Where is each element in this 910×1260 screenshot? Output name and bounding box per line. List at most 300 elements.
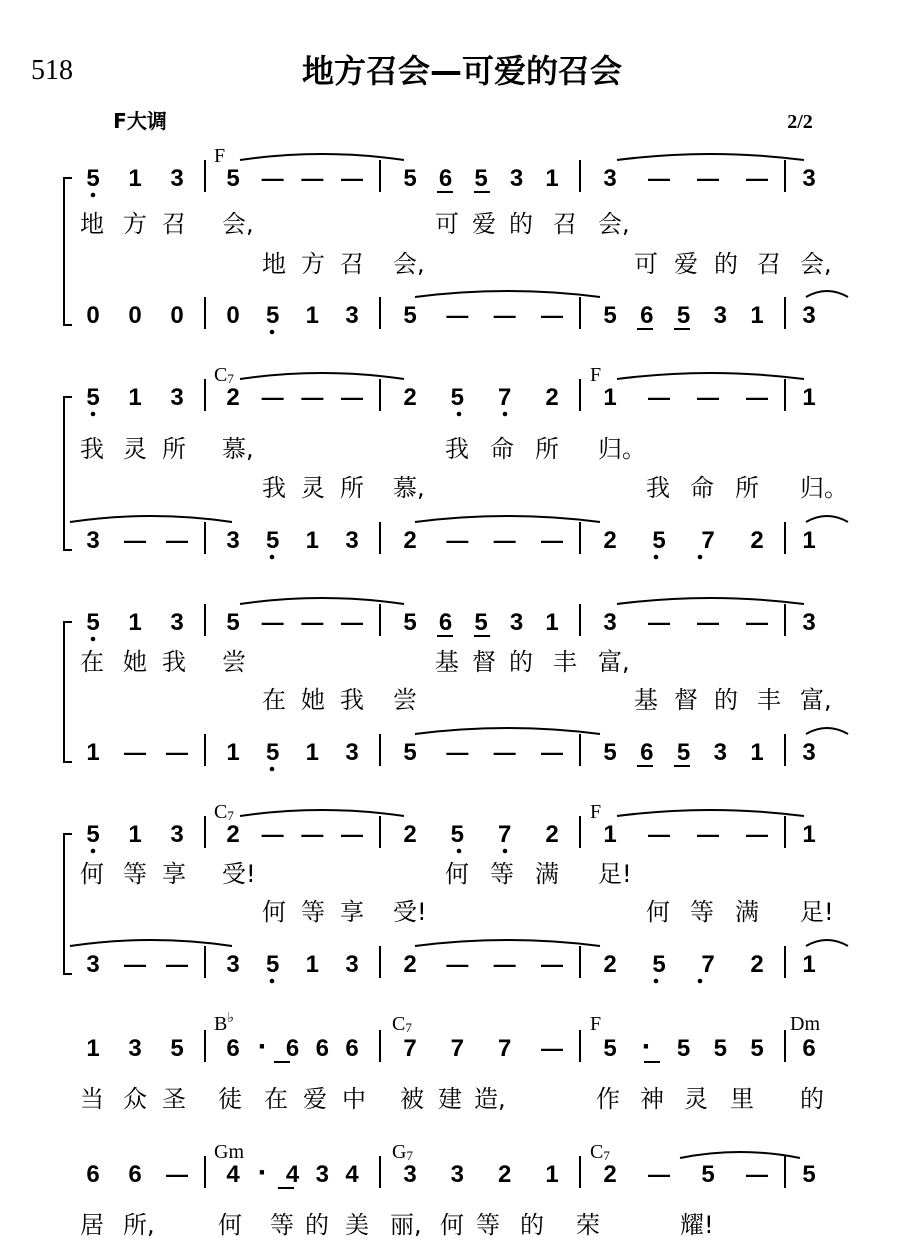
upper-note: —: [301, 385, 324, 410]
octave-dot: [91, 193, 96, 198]
lower-note: 5: [603, 739, 617, 766]
lyric-line-1: 地: [80, 210, 104, 238]
upper-note: 5: [474, 609, 488, 636]
chord-symbol: F: [590, 364, 602, 386]
lyric-line-1: 慕,: [222, 435, 254, 463]
lyric-line-2: 基: [634, 686, 658, 714]
lyric-line: 神: [640, 1085, 664, 1113]
lower-note: 3: [713, 739, 727, 766]
upper-note: 5: [474, 165, 488, 192]
lyric-line: 众: [123, 1085, 147, 1113]
octave-dot: [698, 555, 703, 560]
upper-note: —: [341, 166, 363, 191]
slur: [240, 598, 404, 604]
melody-note: ·: [641, 1030, 652, 1063]
lyric-line: 荣: [576, 1211, 600, 1239]
lower-note: —: [493, 952, 516, 977]
lyric-line-2: 爱: [674, 250, 698, 278]
upper-note: —: [697, 385, 719, 410]
lyric-line-2: 召: [340, 250, 364, 278]
lyric-line-2: 我: [340, 686, 364, 714]
lyric-line: 等: [270, 1211, 294, 1239]
slur: [806, 291, 848, 297]
upper-note: 5: [86, 165, 100, 192]
lyric-line-1: 我: [162, 648, 186, 676]
lower-note: 3: [226, 527, 240, 554]
lower-note: 1: [750, 739, 764, 766]
lyric-line-2: 等: [301, 898, 325, 926]
lyric-line-2: 的: [714, 250, 738, 278]
melody-note: 6: [802, 1035, 816, 1062]
melody-note: 1: [86, 1035, 100, 1062]
system-bracket: [64, 397, 72, 550]
lyric-line: 圣: [162, 1085, 186, 1113]
upper-note: —: [341, 610, 363, 635]
melody-note: 3: [128, 1035, 142, 1062]
melody-note: 6: [345, 1035, 359, 1062]
hymn-number: 518: [31, 55, 73, 86]
upper-note: 3: [509, 165, 524, 192]
lower-note: 0: [226, 302, 240, 329]
upper-note: 3: [802, 165, 816, 192]
lower-note: 3: [86, 951, 100, 978]
lower-note: 1: [802, 527, 816, 554]
chord-symbol: F: [214, 145, 226, 167]
octave-dot: [91, 849, 96, 854]
slur: [415, 516, 600, 522]
lower-note: 3: [345, 951, 359, 978]
lyric-line: 被: [400, 1085, 424, 1113]
upper-note: —: [301, 822, 324, 847]
lower-note: 5: [676, 302, 691, 329]
upper-note: 2: [403, 384, 417, 411]
upper-note: 1: [128, 165, 142, 192]
lower-note: —: [541, 952, 563, 977]
time-signature: 2/2: [787, 111, 813, 133]
lyric-line-2: 地: [262, 250, 286, 278]
lyric-line-1: 等: [490, 860, 514, 888]
upper-note: —: [746, 822, 768, 847]
lower-note: —: [493, 740, 516, 765]
chord-symbol: C7: [214, 364, 234, 386]
lyric-line-1: 在: [80, 648, 104, 676]
key-signature: F大调: [113, 109, 167, 133]
lyric-line-2: 会,: [393, 250, 425, 278]
upper-note: 5: [86, 821, 100, 848]
lyric-line-2: 足!: [800, 898, 834, 926]
upper-note: —: [648, 822, 670, 847]
upper-note: 3: [170, 609, 184, 636]
melody-note: 1: [545, 1161, 559, 1188]
octave-dot: [503, 849, 508, 854]
lyric-line-2: 方: [301, 250, 325, 278]
lyric-line-2: 受!: [393, 898, 427, 926]
lyric-line-1: 会,: [222, 210, 254, 238]
lyric-line-2: 满: [735, 898, 759, 926]
lyric-line-1: 爱: [472, 210, 496, 238]
chord-symbol: Dm: [790, 1013, 820, 1035]
lower-note: 5: [603, 302, 617, 329]
lyric-line-1: 方: [123, 210, 147, 238]
melody-note: 6: [285, 1035, 300, 1062]
lyric-line-2: 等: [690, 898, 714, 926]
lyric-line: 何: [440, 1211, 464, 1239]
lyric-line-1: 尝: [222, 648, 246, 676]
lower-note: 5: [403, 302, 417, 329]
lower-note: 1: [86, 739, 100, 766]
slur: [617, 373, 804, 379]
lower-note: 2: [403, 951, 417, 978]
melody-note: 5: [802, 1161, 816, 1188]
upper-note: —: [746, 610, 768, 635]
octave-dot: [457, 849, 462, 854]
system-bracket: [64, 622, 72, 762]
melody-note: 6: [86, 1161, 100, 1188]
lyric-line-1: 享: [162, 860, 186, 888]
upper-note: —: [301, 610, 324, 635]
upper-note: 3: [603, 165, 617, 192]
melody-note: 5: [603, 1035, 617, 1062]
upper-note: 3: [170, 384, 184, 411]
upper-note: —: [697, 822, 719, 847]
upper-note: 5: [86, 384, 100, 411]
chord-symbol: B♭: [214, 1011, 234, 1035]
lyric-line: 爱: [303, 1085, 327, 1113]
lyric-line-2: 会,: [800, 250, 832, 278]
lyric-line-2: 归。: [800, 474, 848, 502]
octave-dot: [270, 330, 275, 335]
upper-note: 5: [226, 609, 240, 636]
melody-note: 3: [315, 1161, 329, 1188]
octave-dot: [698, 979, 703, 984]
octave-dot: [270, 979, 275, 984]
lyric-line: 的: [520, 1211, 544, 1239]
upper-note: 3: [603, 609, 617, 636]
lyric-line-2: 尝: [393, 686, 417, 714]
lyric-line: 灵: [684, 1085, 708, 1113]
lyric-line-1: 所: [535, 435, 559, 463]
lower-note: 1: [305, 527, 320, 554]
upper-note: 6: [438, 609, 453, 636]
lyric-line-1: 可: [435, 210, 459, 238]
melody-note: 7: [403, 1035, 417, 1062]
melody-note: —: [166, 1162, 188, 1187]
upper-note: 6: [438, 165, 453, 192]
lower-note: —: [446, 528, 469, 553]
upper-note: 1: [128, 609, 142, 636]
upper-note: 3: [170, 821, 184, 848]
chord-symbol: C7: [590, 1141, 610, 1163]
upper-note: —: [341, 822, 363, 847]
octave-dot: [91, 637, 96, 642]
lyric-line-1: 她: [123, 648, 147, 676]
melody-note: 5: [713, 1035, 727, 1062]
melody-note: 5: [750, 1035, 764, 1062]
lyric-line: 作: [596, 1085, 620, 1113]
slur: [617, 154, 804, 160]
melody-note: —: [541, 1036, 563, 1061]
lyric-line-2: 在: [262, 686, 286, 714]
melody-note: ·: [257, 1156, 268, 1189]
lower-note: —: [493, 303, 516, 328]
lower-note: 3: [802, 739, 816, 766]
octave-dot: [270, 767, 275, 772]
lower-note: 5: [652, 951, 666, 978]
chord-symbol: F: [590, 1013, 602, 1035]
octave-dot: [503, 412, 508, 417]
slur: [415, 940, 600, 946]
lyric-line: 里: [730, 1085, 754, 1113]
slur: [240, 373, 404, 379]
upper-note: —: [301, 166, 324, 191]
upper-note: —: [648, 166, 670, 191]
lyric-line-2: 的: [714, 686, 738, 714]
melody-note: 5: [170, 1035, 184, 1062]
melody-note: 3: [450, 1161, 465, 1188]
lower-note: 1: [750, 302, 764, 329]
lower-note: 6: [640, 302, 654, 329]
upper-note: 1: [128, 384, 142, 411]
melody-note: 5: [701, 1161, 715, 1188]
octave-dot: [457, 412, 462, 417]
upper-note: 5: [403, 609, 417, 636]
lower-note: 1: [226, 739, 240, 766]
lower-note: —: [541, 740, 563, 765]
lower-note: 1: [802, 951, 816, 978]
lyric-line: 建: [438, 1085, 462, 1113]
lyric-line: 丽,: [390, 1211, 422, 1239]
lower-note: 2: [603, 527, 617, 554]
chord-symbol: Gm: [214, 1141, 244, 1163]
lower-note: 5: [265, 739, 280, 766]
lower-note: 2: [403, 527, 417, 554]
melody-note: 4: [345, 1161, 359, 1188]
melody-note: 4: [226, 1161, 240, 1188]
upper-note: 5: [450, 821, 465, 848]
melody-note: 2: [603, 1161, 617, 1188]
upper-note: —: [746, 166, 768, 191]
lower-note: 1: [305, 302, 320, 329]
lyric-line: 当: [80, 1085, 104, 1113]
lower-note: 6: [640, 739, 654, 766]
lower-note: 0: [170, 302, 184, 329]
lower-note: 7: [701, 527, 715, 554]
upper-note: 5: [86, 609, 100, 636]
melody-note: 7: [497, 1035, 512, 1062]
melody-note: 2: [497, 1161, 512, 1188]
slur: [806, 516, 848, 522]
lyric-line: 的: [305, 1211, 329, 1239]
lyric-line-1: 召: [162, 210, 186, 238]
upper-note: 5: [403, 165, 417, 192]
lower-note: —: [541, 303, 563, 328]
lyric-line-1: 我: [80, 435, 104, 463]
melody-note: 6: [315, 1035, 329, 1062]
lyric-line: 何: [218, 1211, 242, 1239]
lower-note: —: [446, 303, 469, 328]
lyric-line-2: 灵: [301, 474, 325, 502]
lower-note: —: [166, 528, 188, 553]
lower-note: —: [446, 740, 469, 765]
lower-note: 0: [128, 302, 142, 329]
lyric-line-1: 何: [445, 860, 469, 888]
melody-note: 5: [676, 1035, 691, 1062]
lower-note: 1: [305, 739, 320, 766]
lyric-line: 等: [476, 1211, 500, 1239]
lyric-line-2: 富,: [800, 686, 832, 714]
lower-note: —: [124, 952, 146, 977]
slur: [806, 940, 848, 946]
melody-note: 4: [285, 1161, 300, 1188]
upper-note: —: [697, 610, 719, 635]
lyric-line: 的: [800, 1085, 824, 1113]
upper-note: —: [261, 385, 284, 410]
upper-note: 2: [226, 384, 240, 411]
melody-note: ·: [257, 1030, 268, 1063]
lyric-line-1: 满: [535, 860, 559, 888]
upper-note: 3: [509, 609, 524, 636]
lower-note: —: [493, 528, 516, 553]
lyric-line-2: 何: [262, 898, 286, 926]
octave-dot: [270, 555, 275, 560]
lyric-line-1: 富,: [598, 648, 630, 676]
lyric-line: 美: [345, 1211, 369, 1239]
upper-note: —: [648, 610, 670, 635]
upper-note: 2: [545, 384, 559, 411]
lower-note: —: [124, 528, 146, 553]
lyric-line: 造,: [474, 1085, 506, 1113]
lyric-line: 在: [264, 1085, 288, 1113]
lower-note: 3: [345, 302, 359, 329]
melody-note: 6: [226, 1035, 240, 1062]
lyric-line-1: 所: [162, 435, 186, 463]
melody-note: —: [648, 1162, 670, 1187]
lyric-line: 所,: [123, 1211, 155, 1239]
lower-note: 1: [305, 951, 320, 978]
lyric-line-1: 何: [80, 860, 104, 888]
lyric-line-1: 会,: [598, 210, 630, 238]
slur: [70, 516, 232, 522]
upper-note: —: [261, 822, 284, 847]
upper-note: 2: [226, 821, 240, 848]
lyric-line-1: 足!: [598, 860, 632, 888]
upper-note: —: [261, 610, 284, 635]
lyric-line-2: 她: [301, 686, 325, 714]
lyric-line-2: 慕,: [393, 474, 425, 502]
lyric-line-2: 我: [646, 474, 670, 502]
slur: [617, 810, 804, 816]
lyric-line: 中: [342, 1085, 366, 1113]
chord-symbol: C7: [392, 1013, 412, 1035]
lower-note: 2: [750, 951, 764, 978]
lower-note: 3: [345, 527, 359, 554]
upper-note: 3: [802, 609, 816, 636]
lyric-line-1: 命: [490, 435, 514, 463]
lyric-line-1: 督: [472, 648, 496, 676]
slur: [806, 728, 848, 734]
upper-note: 2: [403, 821, 417, 848]
chord-symbol: C7: [214, 801, 234, 823]
lyric-line-2: 所: [340, 474, 364, 502]
lyric-line-1: 基: [435, 648, 459, 676]
upper-note: 1: [545, 609, 559, 636]
lyric-line-2: 我: [262, 474, 286, 502]
lower-note: 3: [345, 739, 359, 766]
lower-note: 3: [86, 527, 100, 554]
upper-note: 5: [226, 165, 240, 192]
title: 地方召会—可爱的召会: [301, 52, 623, 90]
lower-note: 5: [265, 951, 280, 978]
lyric-line-1: 灵: [123, 435, 147, 463]
melody-note: 6: [128, 1161, 142, 1188]
upper-note: 1: [603, 821, 617, 848]
lower-note: —: [166, 952, 188, 977]
lyric-line-2: 丰: [757, 686, 781, 714]
lower-note: —: [446, 952, 469, 977]
lyric-line-1: 丰: [553, 648, 577, 676]
slur: [415, 291, 600, 297]
upper-note: 2: [545, 821, 559, 848]
lower-note: —: [541, 528, 563, 553]
octave-dot: [654, 555, 659, 560]
lyric-line-2: 命: [690, 474, 714, 502]
chord-symbol: F: [590, 801, 602, 823]
lower-note: 0: [86, 302, 100, 329]
lower-note: —: [124, 740, 146, 765]
lower-note: 5: [652, 527, 666, 554]
lower-note: 5: [265, 527, 280, 554]
upper-note: 1: [802, 384, 816, 411]
system-bracket: [64, 178, 72, 325]
upper-note: 1: [545, 165, 559, 192]
lower-note: 2: [750, 527, 764, 554]
lyric-line-1: 的: [509, 210, 533, 238]
lyric-line: 居: [80, 1211, 104, 1239]
slur: [70, 940, 232, 946]
lower-note: 2: [603, 951, 617, 978]
lyric-line-1: 等: [123, 860, 147, 888]
slur: [240, 154, 404, 160]
slur: [240, 810, 404, 816]
upper-note: —: [746, 385, 768, 410]
slur: [617, 598, 804, 604]
upper-note: 7: [497, 384, 512, 411]
lower-note: —: [166, 740, 188, 765]
lower-note: 5: [676, 739, 691, 766]
melody-note: —: [746, 1162, 768, 1187]
upper-note: 1: [802, 821, 816, 848]
system-bracket: [64, 834, 72, 974]
lower-note: 3: [226, 951, 240, 978]
slur: [680, 1152, 800, 1158]
upper-note: —: [697, 166, 719, 191]
lyric-line-1: 受!: [222, 860, 256, 888]
octave-dot: [91, 412, 96, 417]
lyric-line-1: 我: [445, 435, 469, 463]
lyric-line-2: 所: [735, 474, 759, 502]
lyric-line-2: 可: [634, 250, 658, 278]
slur: [415, 728, 600, 734]
lyric-line-2: 何: [646, 898, 670, 926]
melody-note: 7: [450, 1035, 465, 1062]
octave-dot: [654, 979, 659, 984]
upper-note: 7: [497, 821, 512, 848]
upper-note: 5: [450, 384, 465, 411]
chord-symbol: G7: [392, 1141, 413, 1163]
upper-note: —: [341, 385, 363, 410]
upper-note: —: [261, 166, 284, 191]
upper-note: 1: [128, 821, 142, 848]
